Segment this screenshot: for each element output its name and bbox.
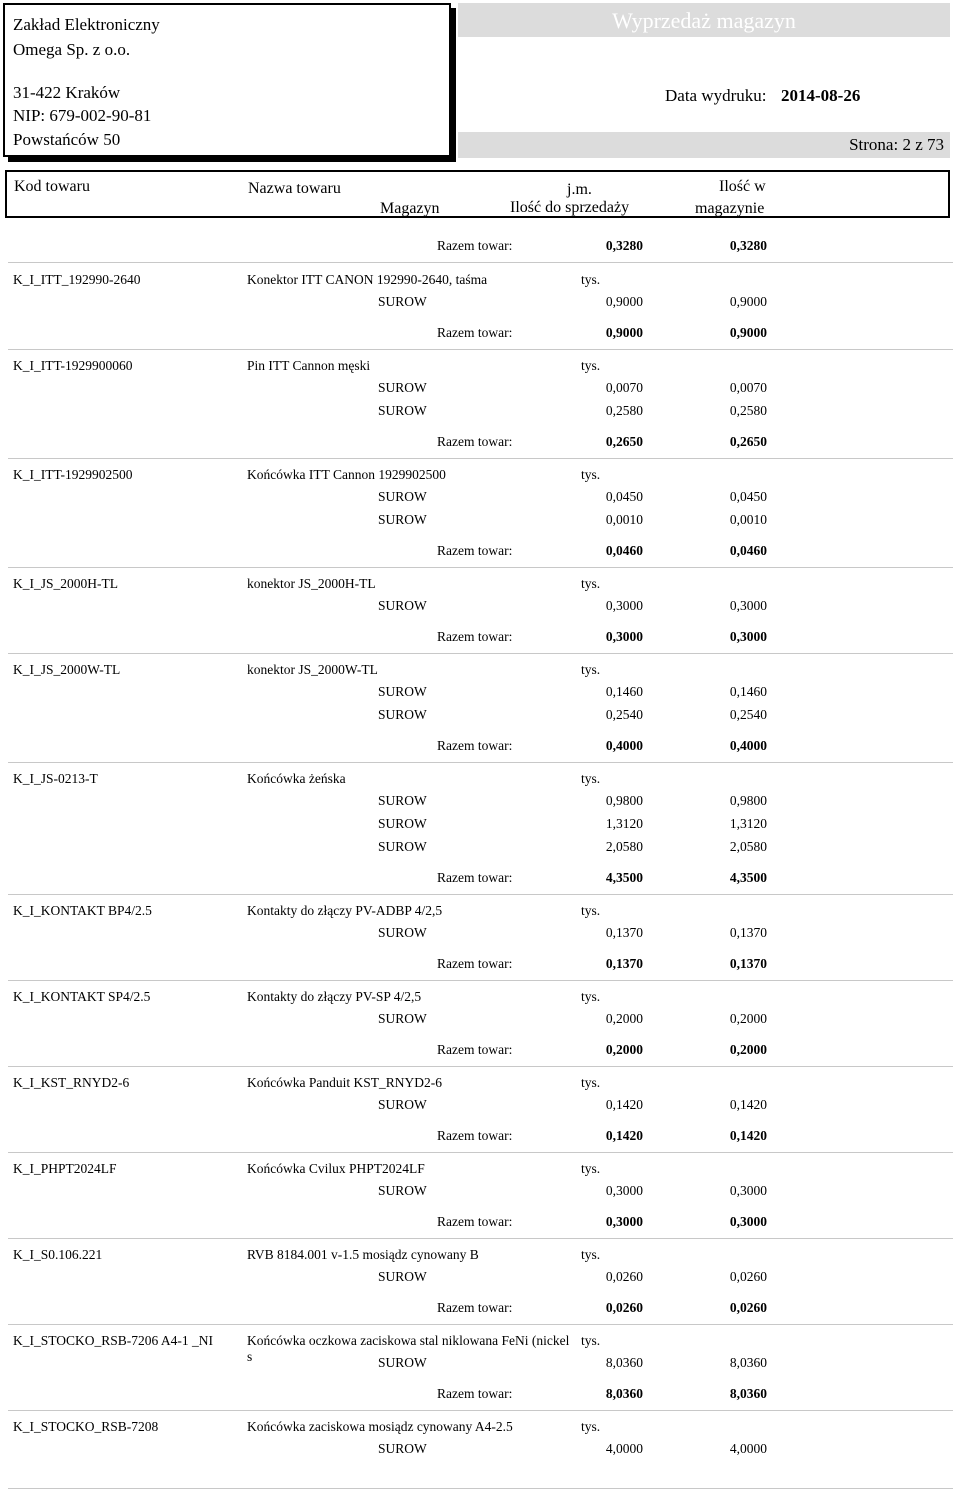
total-label: Razem towar:: [437, 738, 513, 753]
total-qty-sale: 0,0260: [605, 1300, 643, 1315]
qty-stock: 8,0360: [729, 1355, 767, 1370]
title-bar: [458, 3, 950, 37]
warehouse: SUROW: [378, 1441, 427, 1456]
warehouse: SUROW: [378, 707, 427, 722]
item-code: K_I_KST_RNYD2-6: [13, 1075, 130, 1090]
company-street: Powstańców 50: [13, 130, 121, 149]
item-unit: tys.: [581, 903, 601, 918]
qty-stock: 0,3000: [729, 598, 767, 613]
separator: [8, 980, 953, 981]
separator: [8, 262, 953, 263]
warehouse: SUROW: [378, 489, 427, 504]
warehouse: SUROW: [378, 793, 427, 808]
item-unit: tys.: [581, 1247, 601, 1262]
qty-stock: 4,0000: [729, 1441, 767, 1456]
company-form: Omega Sp. z o.o.: [13, 40, 131, 59]
item-code: K_I_STOCKO_RSB-7206 A4-1 _NI: [13, 1333, 214, 1348]
item-code: K_I_JS-0213-T: [13, 771, 98, 786]
qty-sale: 0,1420: [605, 1097, 643, 1112]
item-name: Końcówka żeńska: [247, 771, 346, 786]
qty-stock: 0,2580: [729, 403, 767, 418]
item-unit: tys.: [581, 1419, 601, 1434]
col-warehouse: Magazyn: [380, 200, 440, 217]
total-qty-stock: 8,0360: [729, 1386, 767, 1401]
print-date: 2014-08-26: [781, 86, 861, 105]
total-label: Razem towar:: [437, 629, 513, 644]
total-label: Razem towar:: [437, 1300, 513, 1315]
qty-sale: 0,0260: [605, 1269, 643, 1284]
total-qty-stock: 0,2000: [729, 1042, 767, 1057]
item-name: Końcówka ITT Cannon 1929902500: [247, 467, 446, 482]
total-qty-sale: 0,1370: [605, 956, 643, 971]
warehouse: SUROW: [378, 598, 427, 613]
item-code: K_I_PHPT2024LF: [13, 1161, 117, 1176]
qty-stock: 1,3120: [729, 816, 767, 831]
separator: [8, 1066, 953, 1067]
total-label: Razem towar:: [437, 870, 513, 885]
total-qty-sale: 4,3500: [605, 870, 643, 885]
total-qty-sale: 0,3000: [605, 1214, 643, 1229]
item-unit: tys.: [581, 662, 601, 677]
qty-sale: 0,2540: [605, 707, 643, 722]
separator: [8, 458, 953, 459]
item-name: Kontakty do złączy PV-ADBP 4/2,5: [247, 903, 443, 918]
total-label: Razem towar:: [437, 1042, 513, 1057]
col-qty-stock-2: magazynie: [695, 200, 765, 217]
item-name: Końcówka zaciskowa mosiądz cynowany A4-2.5: [247, 1419, 513, 1434]
qty-stock: 0,1420: [729, 1097, 767, 1112]
company-name: Zakład Elektroniczny: [13, 15, 160, 34]
qty-sale: 0,3000: [605, 598, 643, 613]
total-label: Razem towar:: [437, 325, 513, 340]
qty-stock: 0,0070: [729, 380, 767, 395]
warehouse: SUROW: [378, 684, 427, 699]
qty-sale: 0,0450: [605, 489, 643, 504]
qty-sale: 0,1460: [605, 684, 643, 699]
item-name: Końcówka oczkowa zaciskowa stal niklowana FeNi (nickel s: [247, 1333, 570, 1364]
qty-stock: 0,0450: [729, 489, 767, 504]
total-label: Razem towar:: [437, 543, 513, 558]
total-label: Razem towar:: [437, 238, 513, 253]
total-qty-stock: 0,2650: [729, 434, 767, 449]
company-city: 31-422 Kraków: [13, 83, 121, 102]
warehouse: SUROW: [378, 512, 427, 527]
page-number: Strona: 2 z 73: [849, 135, 944, 154]
qty-sale: 8,0360: [605, 1355, 643, 1370]
qty-sale: 4,0000: [605, 1441, 643, 1456]
item-unit: tys.: [581, 358, 601, 373]
qty-stock: 0,0010: [729, 512, 767, 527]
total-qty-stock: 0,3000: [729, 629, 767, 644]
qty-stock: 0,2000: [729, 1011, 767, 1026]
bottom-separator: [8, 1488, 953, 1489]
total-qty-stock: 4,3500: [729, 870, 767, 885]
col-unit: j.m.: [567, 181, 592, 198]
total-qty-stock: 0,3000: [729, 1214, 767, 1229]
item-unit: tys.: [581, 989, 601, 1004]
item-name: Konektor ITT CANON 192990-2640, taśma: [247, 272, 488, 287]
qty-sale: 0,0070: [605, 380, 643, 395]
warehouse: SUROW: [378, 380, 427, 395]
warehouse: SUROW: [378, 1183, 427, 1198]
company-nip: NIP: 679-002-90-81: [13, 106, 152, 125]
qty-sale: 0,9000: [605, 294, 643, 309]
warehouse: SUROW: [378, 1269, 427, 1284]
qty-sale: 0,2000: [605, 1011, 643, 1026]
qty-sale: 0,2580: [605, 403, 643, 418]
item-code: K_I_STOCKO_RSB-7208: [13, 1419, 159, 1434]
item-code: K_I_JS_2000W-TL: [13, 662, 121, 677]
total-qty-stock: 0,0260: [729, 1300, 767, 1315]
separator: [8, 567, 953, 568]
item-name: konektor JS_2000W-TL: [247, 662, 378, 677]
item-unit: tys.: [581, 467, 601, 482]
item-name: Końcówka Panduit KST_RNYD2-6: [247, 1075, 442, 1090]
item-code: K_I_KONTAKT BP4/2.5: [13, 903, 152, 918]
total-qty-sale: 0,3280: [605, 238, 643, 253]
qty-stock: 0,2540: [729, 707, 767, 722]
warehouse: SUROW: [378, 925, 427, 940]
total-qty-stock: 0,4000: [729, 738, 767, 753]
total-qty-sale: 8,0360: [605, 1386, 643, 1401]
item-name: Pin ITT Cannon męski: [247, 358, 371, 373]
total-label: Razem towar:: [437, 1386, 513, 1401]
item-unit: tys.: [581, 272, 601, 287]
total-qty-sale: 0,9000: [605, 325, 643, 340]
qty-stock: 0,0260: [729, 1269, 767, 1284]
column-header: [5, 170, 950, 218]
item-code: K_I_ITT_192990-2640: [13, 272, 141, 287]
company-box: [3, 3, 451, 157]
qty-sale: 0,9800: [605, 793, 643, 808]
col-qty-stock-1: Ilość w: [719, 178, 766, 195]
page-bar: [458, 132, 950, 158]
item-unit: tys.: [581, 1161, 601, 1176]
warehouse: SUROW: [378, 1097, 427, 1112]
warehouse: SUROW: [378, 403, 427, 418]
item-name: RVB 8184.001 v-1.5 mosiądz cynowany B: [247, 1247, 479, 1262]
warehouse: SUROW: [378, 1011, 427, 1026]
total-qty-stock: 0,1420: [729, 1128, 767, 1143]
separator: [8, 1324, 953, 1325]
total-qty-stock: 0,1370: [729, 956, 767, 971]
col-name: Nazwa towaru: [248, 180, 341, 197]
qty-stock: 0,1370: [729, 925, 767, 940]
total-label: Razem towar:: [437, 1214, 513, 1229]
total-qty-sale: 0,4000: [605, 738, 643, 753]
qty-sale: 1,3120: [605, 816, 643, 831]
total-qty-stock: 0,9000: [729, 325, 767, 340]
total-label: Razem towar:: [437, 956, 513, 971]
col-qty-sale: Ilość do sprzedaży: [510, 199, 630, 216]
separator: [8, 894, 953, 895]
qty-sale: 2,0580: [605, 839, 643, 854]
print-date-label: Data wydruku:: [665, 86, 767, 105]
total-qty-sale: 0,3000: [605, 629, 643, 644]
separator: [8, 1152, 953, 1153]
total-qty-stock: 0,3280: [729, 238, 767, 253]
item-code: K_I_KONTAKT SP4/2.5: [13, 989, 151, 1004]
item-name: konektor JS_2000H-TL: [247, 576, 376, 591]
total-qty-sale: 0,2650: [605, 434, 643, 449]
item-code: K_I_ITT-1929900060: [13, 358, 133, 373]
qty-sale: 0,3000: [605, 1183, 643, 1198]
separator: [8, 349, 953, 350]
warehouse: SUROW: [378, 1355, 427, 1370]
item-name: Kontakty do złączy PV-SP 4/2,5: [247, 989, 422, 1004]
total-label: Razem towar:: [437, 434, 513, 449]
item-name: Końcówka Cvilux PHPT2024LF: [247, 1161, 425, 1176]
separator: [8, 653, 953, 654]
warehouse: SUROW: [378, 839, 427, 854]
warehouse: SUROW: [378, 816, 427, 831]
qty-stock: 0,3000: [729, 1183, 767, 1198]
report-title: Wyprzedaż magazyn: [612, 8, 796, 33]
qty-stock: 0,9800: [729, 793, 767, 808]
col-code: Kod towaru: [14, 178, 90, 195]
item-unit: tys.: [581, 1333, 601, 1348]
total-label: Razem towar:: [437, 1128, 513, 1143]
item-unit: tys.: [581, 576, 601, 591]
item-code: K_I_S0.106.221: [13, 1247, 103, 1262]
separator: [8, 762, 953, 763]
item-code: K_I_ITT-1929902500: [13, 467, 133, 482]
qty-stock: 0,1460: [729, 684, 767, 699]
warehouse: SUROW: [378, 294, 427, 309]
qty-stock: 2,0580: [729, 839, 767, 854]
qty-sale: 0,1370: [605, 925, 643, 940]
total-qty-stock: 0,0460: [729, 543, 767, 558]
separator: [8, 1238, 953, 1239]
qty-stock: 0,9000: [729, 294, 767, 309]
qty-sale: 0,0010: [605, 512, 643, 527]
separator: [8, 1410, 953, 1411]
item-unit: tys.: [581, 1075, 601, 1090]
total-qty-sale: 0,0460: [605, 543, 643, 558]
total-qty-sale: 0,1420: [605, 1128, 643, 1143]
item-code: K_I_JS_2000H-TL: [13, 576, 118, 591]
item-unit: tys.: [581, 771, 601, 786]
total-qty-sale: 0,2000: [605, 1042, 643, 1057]
